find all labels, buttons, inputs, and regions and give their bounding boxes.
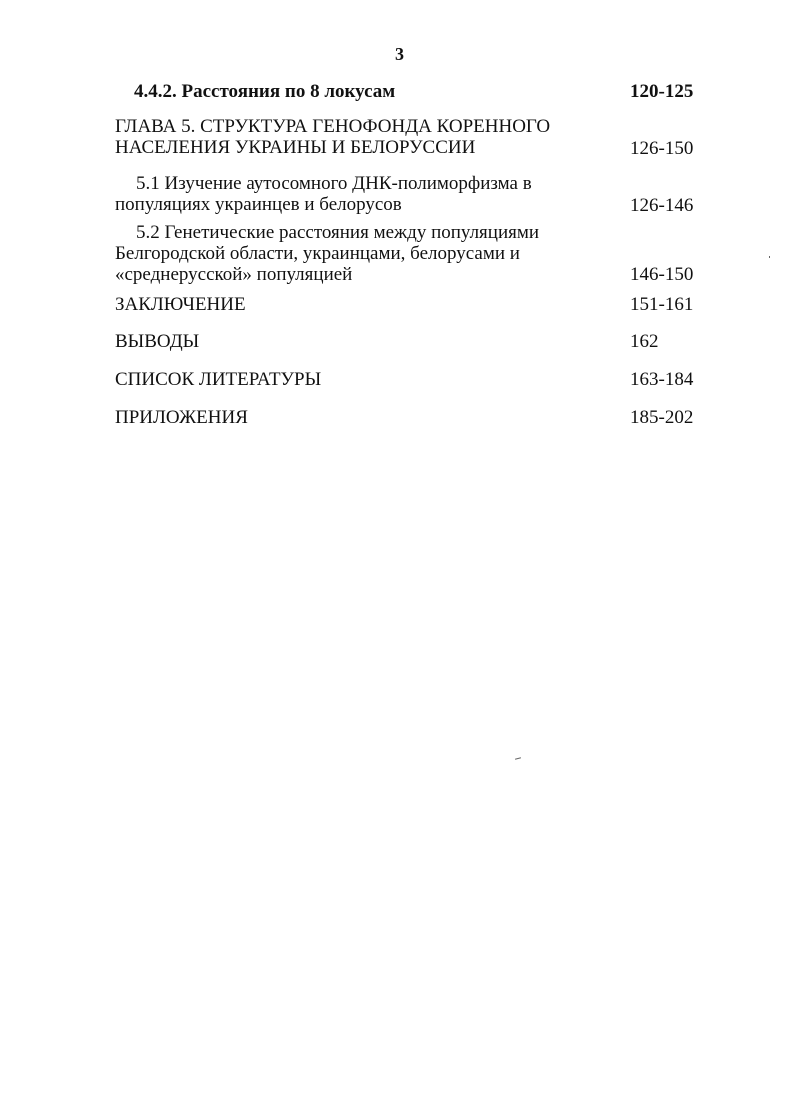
- toc-entry-title-line: СПИСОК ЛИТЕРАТУРЫ: [115, 369, 322, 390]
- toc-entry-title-line: НАСЕЛЕНИЯ УКРАИНЫ И БЕЛОРУССИИ: [115, 137, 476, 158]
- toc-entry-title: [115, 116, 550, 158]
- toc-entry-title-line: ПРИЛОЖЕНИЯ: [115, 407, 248, 428]
- toc-entry-title: [115, 331, 199, 352]
- scan-speck: [515, 757, 521, 760]
- toc-entry-title: [115, 294, 246, 315]
- toc-entry-pages: 120-125: [630, 81, 694, 102]
- toc-entry-title-line: ГЛАВА 5. СТРУКТУРА ГЕНОФОНДА КОРЕННОГО: [115, 116, 551, 137]
- scan-speck: [769, 256, 770, 258]
- toc-entry-title-line: 5.2 Генетические расстояния между популяциями: [136, 222, 540, 243]
- toc-entry-title-line: 5.1 Изучение аутосомного ДНК-полиморфизма в: [136, 173, 532, 194]
- toc-entry-pages: 146-150: [630, 264, 694, 285]
- toc-entry-title-line: популяциях украинцев и белорусов: [115, 194, 402, 215]
- toc-entry-title: [115, 407, 248, 428]
- toc-entry-pages: 185-202: [630, 407, 694, 428]
- toc-entry-pages: 163-184: [630, 369, 694, 390]
- toc-entry-title-line: «среднерусской» популяцией: [115, 264, 353, 285]
- toc-entry-title: [115, 222, 539, 285]
- toc-entry-pages: 126-146: [630, 195, 694, 216]
- toc-entry-title: [115, 173, 532, 215]
- toc-entry-title-line: Белгородской области, украинцами, белорусами и: [115, 243, 520, 264]
- toc-entry-pages: 151-161: [630, 294, 694, 315]
- toc-entry-title: [134, 81, 395, 102]
- page-number: 3: [395, 44, 404, 64]
- toc-entry-pages: 162: [630, 331, 659, 352]
- toc-entry-title: [115, 369, 321, 390]
- toc-entry-title-line: ЗАКЛЮЧЕНИЕ: [115, 294, 246, 315]
- toc-entry-pages: 126-150: [630, 138, 694, 159]
- toc-entry-title-line: 4.4.2. Расстояния по 8 локусам: [134, 81, 396, 102]
- toc-entry-title-line: ВЫВОДЫ: [115, 331, 200, 352]
